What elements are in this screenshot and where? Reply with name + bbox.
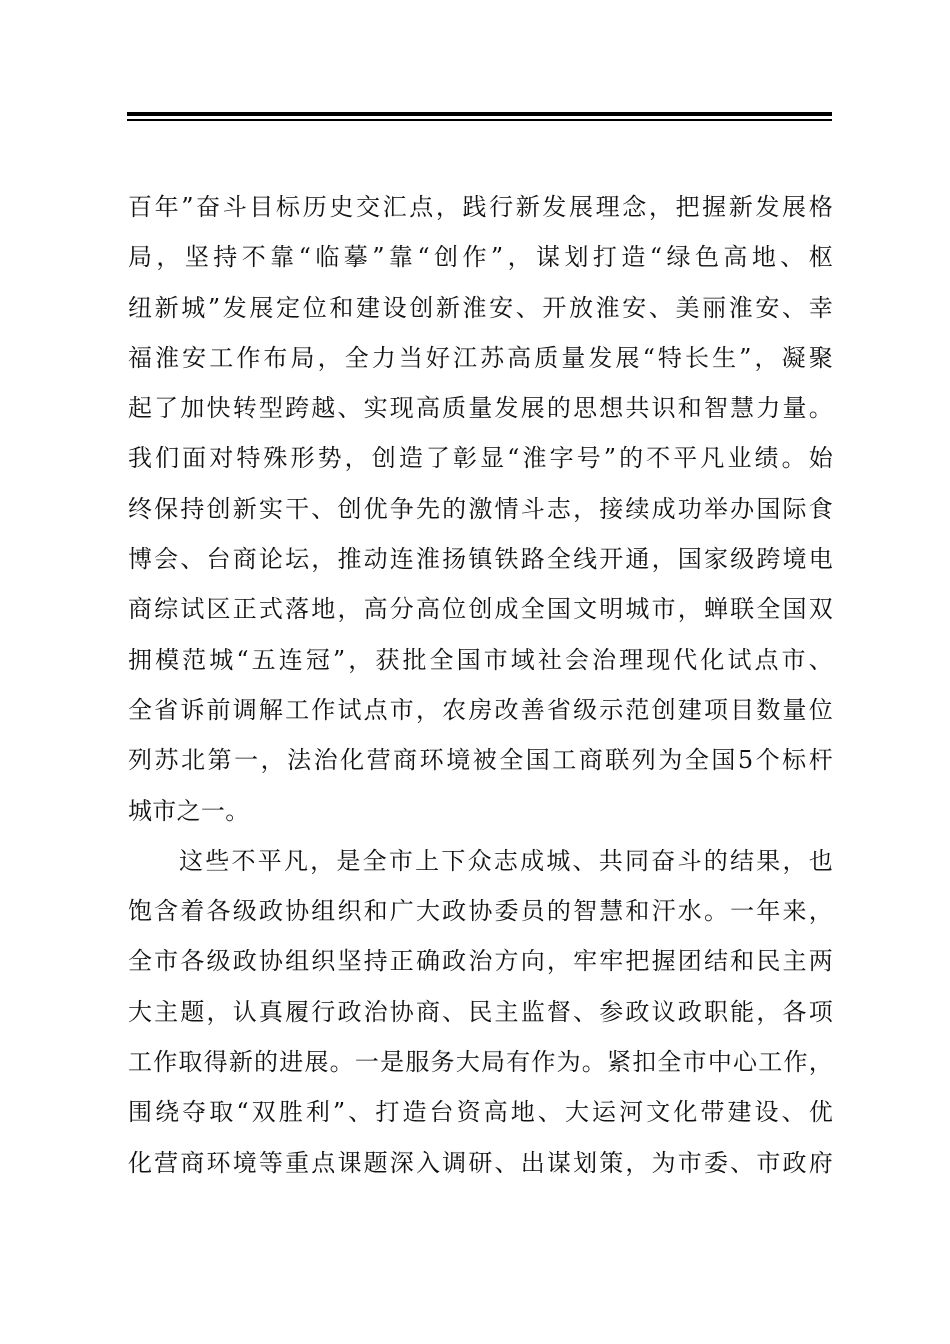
text-line: 终保持创新实干、创优争先的激情斗志，接续成功举办国际食 [128,494,833,523]
text-line: 局，坚持不靠“临摹”靠“创作”，谋划打造“绿色高地、枢 [128,243,833,272]
text-line: 工作取得新的进展。一是服务大局有作为。紧扣全市中心工作， [128,1048,833,1077]
document-body [128,182,833,1188]
text-line: 拥模范城“五连冠”，获批全国市域社会治理现代化试点市、 [128,645,833,674]
text-line: 围绕夺取“双胜利”、打造台资高地、大运河文化带建设、优 [128,1098,833,1127]
text-line: 商综试区正式落地，高分高位创成全国文明城市，蝉联全国双 [128,595,833,624]
text-line: 纽新城”发展定位和建设创新淮安、开放淮安、美丽淮安、幸 [128,293,833,322]
paragraph-end-line: 城市之一。 [128,796,250,825]
text-line: 博会、台商论坛，推动连淮扬镇铁路全线开通，国家级跨境电 [128,545,833,574]
text-line: 大主题，认真履行政治协商、民主监督、参政议政职能，各项 [128,997,833,1026]
header-rule-thin [127,119,832,121]
text-line: 饱含着各级政协组织和广大政协委员的智慧和汗水。一年来， [128,897,833,926]
text-line: 起了加快转型跨越、实现高质量发展的思想共识和智慧力量。 [128,394,833,423]
text-line: 百年”奋斗目标历史交汇点，践行新发展理念，把握新发展格 [128,193,833,221]
header-double-rule [127,112,832,121]
text-line: 全市各级政协组织坚持正确政治方向，牢牢把握团结和民主两 [128,947,833,976]
header-rule-thick [127,112,832,116]
text-line: 全省诉前调解工作试点市，农房改善省级示范创建项目数量位 [128,695,833,724]
text-line: 列苏北第一，法治化营商环境被全国工商联列为全国5个标杆 [128,746,833,775]
text-line: 福淮安工作布局，全力当好江苏高质量发展“特长生”，凝聚 [128,343,833,372]
paragraph-first-line: 这些不平凡，是全市上下众志成城、共同奋斗的结果，也 [179,846,833,875]
text-line: 我们面对特殊形势，创造了彰显“淮字号”的不平凡业绩。始 [128,444,833,473]
text-line: 化营商环境等重点课题深入调研、出谋划策，为市委、市政府 [128,1148,833,1177]
